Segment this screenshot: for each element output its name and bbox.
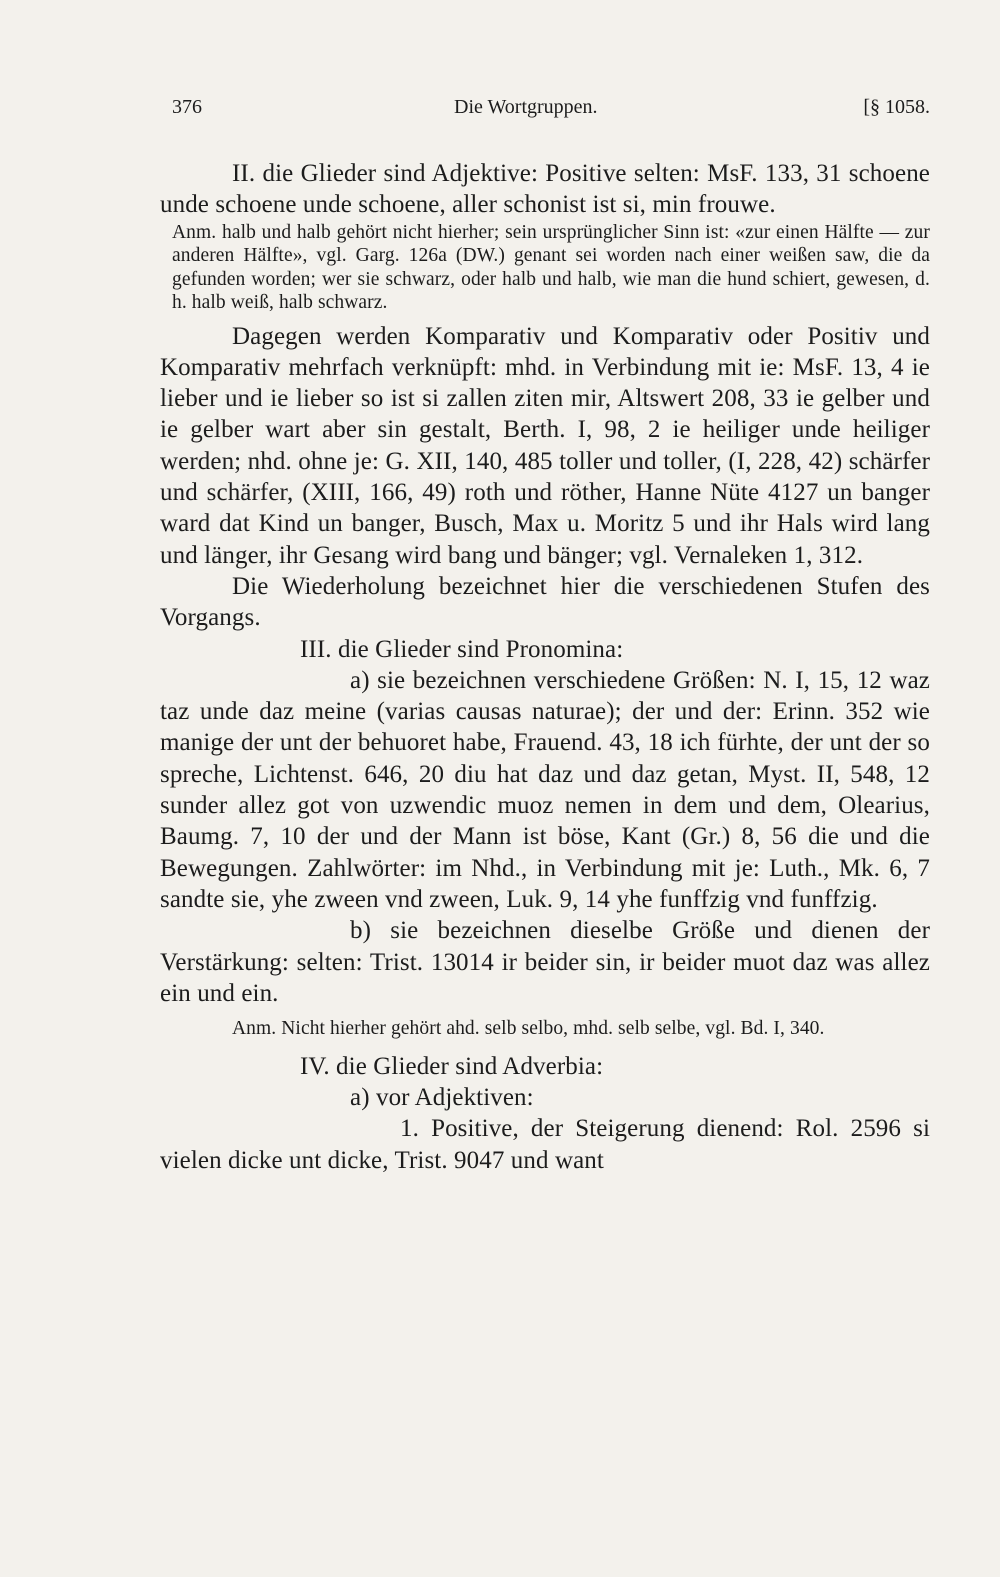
note-selb-selbo: Anm. Nicht hierher gehört ahd. selb selbo, mhd. selb selbe, vgl. Bd. I, 340. bbox=[232, 1018, 825, 1040]
heading-vor-adjektiven: a) vor Adjektiven: bbox=[350, 1083, 534, 1111]
heading-pronomina: III. die Glieder sind Pronomina: bbox=[300, 635, 624, 663]
note-halb-und-halb: Anm. halb und halb gehört nicht hierher; sein ursprünglicher Sinn ist: «zur einen Hälfte — zur anderen Hälfte», vgl. Garg. 126a (DW.) genant sei worden nach einer weißen saw, die da gefunden worden; wer sie schwarz, oder halb und halb, wie man die hund schiert, gewesen, d. h. halb weiß, halb schwarz. bbox=[172, 221, 930, 314]
section-marker: [§ 1058. bbox=[863, 96, 930, 118]
running-header bbox=[172, 96, 930, 126]
page-number: 376 bbox=[172, 96, 202, 118]
paragraph-verschiedene-groessen: a) sie bezeichnen verschiedene Größen: N. I, 15, 12 waz taz unde daz meine (varias causas naturae); der und der: Erinn. 352 wie manige der unt der behuoret habe, Frauend. 43, 18 ich fürhte, der unt der so spreche, Lichtenst. 646, 20 diu hat daz und daz getan, Myst. II, 548, 12 sunder allez got von uzwendic muoz nemen in dem und dem, Olearius, Baumg. 7, 10 der und der Mann ist böse, Kant (Gr.) 8, 56 die und die Bewegungen. Zahlwörter: im Nhd., in Verbindung mit je: Luth., Mk. 6, 7 sandte sie, yhe zween vnd zween, Luk. 9, 14 yhe funffzig vnd funffzig. bbox=[160, 666, 930, 913]
body-text bbox=[160, 158, 930, 1176]
paragraph-wiederholung: Die Wiederholung bezeichnet hier die verschiedenen Stufen des Vorgangs. bbox=[160, 572, 930, 632]
heading-adverbia: IV. die Glieder sind Adverbia: bbox=[300, 1052, 604, 1080]
paragraph-positive: 1. Positive, der Steigerung dienend: Rol. 2596 si vielen dicke unt dicke, Trist. 9047 und want bbox=[160, 1115, 930, 1174]
running-title: Die Wortgruppen. bbox=[454, 96, 598, 118]
paragraph-adjektive: II. die Glieder sind Adjektive: Positive selten: MsF. 133, 31 schoene unde schoene unde schoene, aller schonist ist si, min frouwe. bbox=[160, 160, 930, 219]
paragraph-dieselbe-groesse: b) sie bezeichnen dieselbe Größe und dienen der Verstärkung: selten: Trist. 13014 ir beider sin, ir beider muot daz was allez ein und ein. bbox=[160, 917, 930, 1007]
paragraph-komparativ: Dagegen werden Komparativ und Komparativ oder Positiv und Komparativ mehrfach verknüpft: mhd. in Verbindung mit ie: MsF. 13, 4 ie lieber und ie lieber so ist si zallen ziten mir, Altswert 208, 33 ie gelber und ie gelber wart aber sin gestalt, Berth. I, 98, 2 ie heiliger unde heiliger werden; nhd. ohne je: G. XII, 140, 485 toller und toller, (I, 228, 42) schärfer und schärfer, (XIII, 166, 49) roth und röther, Hanne Nüte 4127 un banger ward dat Kind un banger, Busch, Max u. Moritz 5 und ihr Hals wird lang und länger, ihr Gesang wird bang und bänger; vgl. Vernaleken 1, 312. bbox=[160, 322, 930, 569]
